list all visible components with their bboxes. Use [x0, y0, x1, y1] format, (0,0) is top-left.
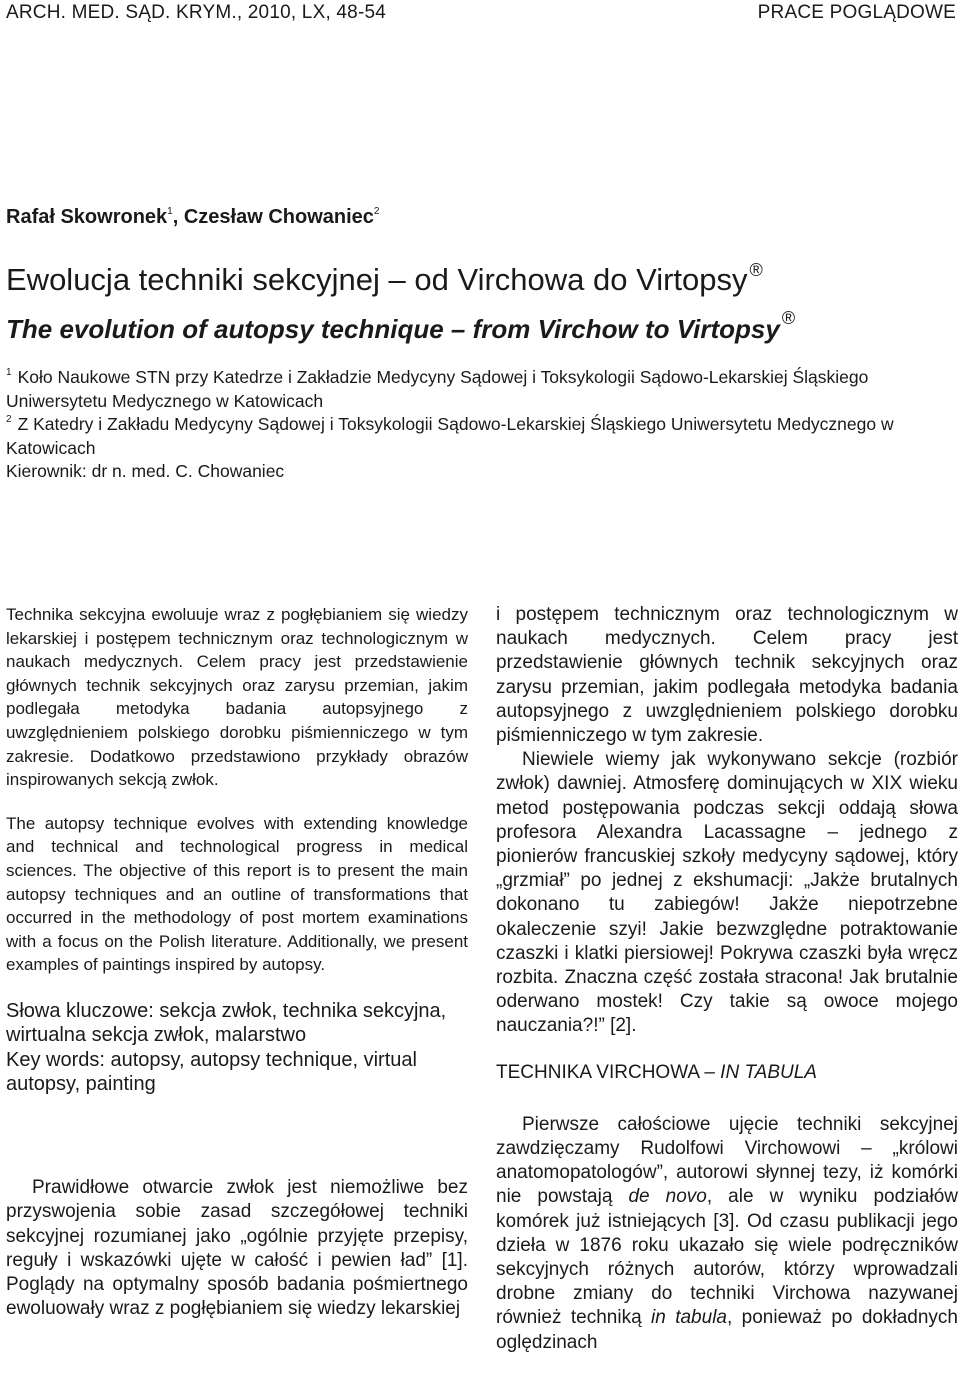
title-english-text: The evolution of autopsy technique – from Virchow to Virtopsy: [6, 314, 780, 344]
author-1: Rafał Skowronek: [6, 206, 168, 228]
section-heading-italic: IN TABULA: [720, 1061, 817, 1083]
registered-mark: ®: [781, 308, 796, 328]
body-intro-continued: i postępem technicznym oraz technologicznym w naukach medycznych. Celem pracy jest przedstawienie głównych technik sekcyjnych oraz zarysu przemian, jakim podlegała metodyka badania autopsyjnego z uwzględnieniem polskiego dorobku piśmienniczego w tym zakresie.: [496, 604, 958, 747]
para3-part-c: , ale w wyniku podziałów komórek już istniejących [3]. Od czasu publikacji jego dzieła w 1876 roku ukazało się wiele podręczników sekcyjnych różnych autorów, którzy wprowadzali drobne zmiany do techniki Virchowa nazywanej również techniką: [496, 1186, 958, 1329]
affiliation-2: [6, 413, 956, 460]
para3-italic-in-tabula: in tabula: [651, 1307, 727, 1329]
department-head: Kierownik: dr n. med. C. Chowaniec: [6, 461, 285, 481]
body-paragraph-2: Niewiele wiemy jak wykonywano sekcje (rozbiór zwłok) dawniej. Atmosferę dominujących w XIX wieku metod postępowania podczas sekcji oddają słowa profesora Alexandra Lacassagne – jednego z pionierów francuskiej szkoły medycyny sądowej, który „grzmiał” po jednej z ekshumacji: „Jakże brutalnych dokonano tu zabiegów! Jakże niepotrzebne okaleczenie szyi! Jakie bezwzględne potraktowanie czaszki i klatki piersiowej! Pokrywa czaszki była wręcz rozbita. Znaczna część została stracona! Jak brutalnie oderwano mostek! Czy takie są owoce mojego nauczania?!” [2].: [496, 749, 958, 1037]
registered-mark: ®: [749, 260, 763, 280]
left-column: [6, 603, 468, 1321]
affiliation-2-number: 2: [6, 414, 12, 425]
authors: [6, 206, 379, 229]
affiliation-1-text: Koło Naukowe STN przy Katedrze i Zakładzie Medycyny Sądowej i Toksykologii Sądowo-Lekarskiej Śląskiego Uniwersytetu Medycznego w Katowicach: [6, 367, 869, 411]
affiliations: [6, 366, 956, 484]
right-column: [496, 603, 958, 1355]
section-heading-main: TECHNIKA VIRCHOWA –: [496, 1061, 721, 1083]
abstract-english: The autopsy technique evolves with extending knowledge and technical and technological progress in medical sciences. The objective of this report is to present the main autopsy techniques and an outline of transformations that occurred in the methodology of post mortem examinations with a focus on the Polish literature. Additionally, we present examples of paintings inspired by autopsy.: [6, 813, 468, 975]
keywords-english: Key words: autopsy, autopsy technique, virtual autopsy, painting: [6, 1048, 417, 1095]
affiliation-2-text: Z Katedry i Zakładu Medycyny Sądowej i Toksykologii Sądowo-Lekarskiej Śląskiego Uniwersytetu Medycznego w Katowicach: [6, 414, 894, 458]
running-head-section: PRACE POGLĄDOWE: [757, 2, 956, 23]
title-polish: [6, 262, 763, 298]
author-2: Czesław Chowaniec: [183, 206, 374, 228]
affiliation-1: [6, 366, 956, 413]
author-1-affiliation: 1: [167, 206, 173, 217]
title-english: [6, 308, 796, 345]
title-polish-text: Ewolucja techniki sekcyjnej – od Virchowa do Virtopsy: [6, 262, 748, 297]
running-head-journal: ARCH. MED. SĄD. KRYM., 2010, LX, 48-54: [6, 2, 387, 23]
body-intro: Prawidłowe otwarcie zwłok jest niemożliwe bez przyswojenia sobie zasad szczegółowej techniki sekcyjnej rozumianej jako „ogólnie przyjęte przepisy, reguły i wskazówki ujęte w całość i pewien ład” [1]. Poglądy na optymalny sposób badania pośmiertnego ewoluowały wraz z pogłębianiem się wiedzy lekarskiej: [6, 1177, 468, 1320]
para3-part-e: , ponieważ po dokładnych oględzinach: [496, 1307, 958, 1353]
affiliation-1-number: 1: [6, 367, 12, 378]
section-heading: [496, 1061, 958, 1085]
author-separator: ,: [172, 206, 184, 228]
para3-italic-de-novo: de novo: [628, 1186, 707, 1208]
author-2-affiliation: 2: [373, 206, 380, 217]
para3-part-a: Pierwsze całościowe ujęcie techniki sekcyjnej zawdzięczamy Rudolfowi Virchowowi – „królowi anatomopatologów”, autorowi słynnej tezy, iż komórki nie powstają: [496, 1113, 958, 1208]
keywords-polish: Słowa kluczowe: sekcja zwłok, technika sekcyjna, wirtualna sekcja zwłok, malarstwo: [6, 999, 447, 1047]
abstract-polish: Technika sekcyjna ewoluuje wraz z pogłębianiem się wiedzy lekarskiej i postępem technicznym oraz technologicznym w naukach medycznych. Celem pracy jest przedstawienie głównych technik sekcyjnych oraz zarysu przemian, jakim podlegała metodyka badania autopsyjnego z uwzględnieniem polskiego dorobku piśmienniczego w tym zakresie. Dodatkowo przedstawiono przykłady obrazów inspirowanych sekcją zwłok.: [6, 605, 468, 790]
body-paragraph-3: [496, 1113, 958, 1355]
